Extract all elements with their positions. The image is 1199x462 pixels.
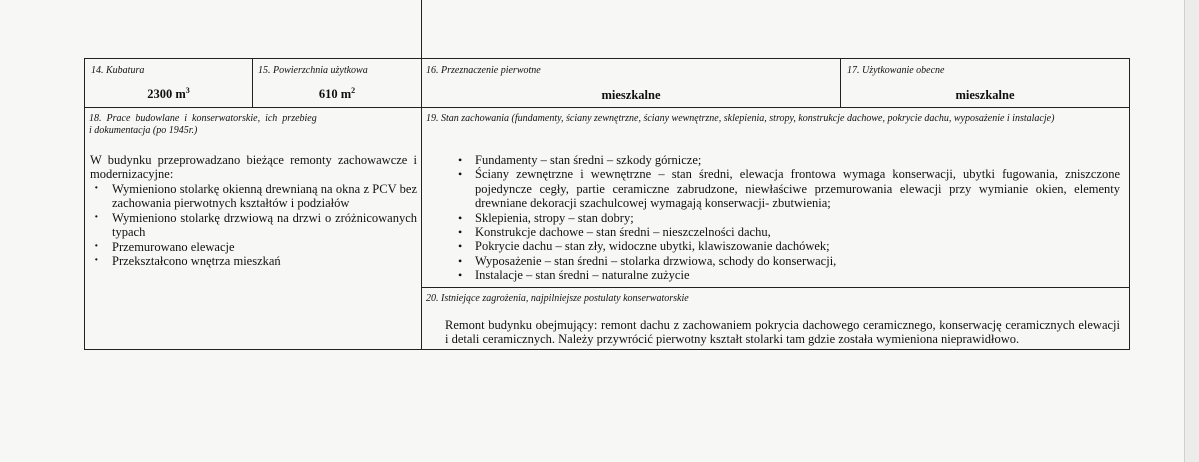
field-14-value: 2300 $m^3$ [147,86,190,101]
field-16-label: 16. Przeznaczenie pierwotne [426,65,541,76]
field-18-label: 18. Prace budowlane i konserwatorskie, ich przebieg i dokumentacja (po 1945r.) [89,113,317,136]
field-14-kubatura [85,59,252,107]
field-18-prace [85,108,421,349]
list-item: • Pokrycie dachu – stan zły, widoczne ubytki, klawiszowanie dachówek; [475,239,1120,253]
list-item: • Ściany zewnętrzne i wewnętrzne – stan średni, elewacja frontowa wymaga konserwacji, ubytki fugowania, zniszczone pojedyncze cegły, partie ceramiczne zabrudzone, niewłaściwe przemurowania elewacji przy wymianie okien, elementy drewniane dekoracji szachulcowej wymagają konserwacji- zbutwienia; [475,167,1120,210]
field-15-powierzchnia [253,59,421,107]
field-18-list [112,182,417,268]
field-20-zagrozenia [422,288,1129,349]
list-item: • Fundamenty – stan średni – szkody górnicze; [475,153,1120,167]
field-20-label: 20. Istniejące zagrożenia, najpilniejsze postulaty konserwatorskie [426,293,689,304]
row-line-bottom [84,349,1130,350]
field-17-uzytkowanie [841,59,1129,107]
field-19-stan-zachowania [422,108,1129,287]
col-line-right [1129,58,1130,349]
field-16-przeznaczenie [422,59,840,107]
field-18-intro: W budynku przeprowadzano bieżące remonty zachowawcze i modernizacyjne: [90,153,417,182]
field-17-label: 17. Użytkowanie obecne [847,65,945,76]
list-item: • Instalacje – stan średni – naturalne zużycie [475,268,1120,282]
field-14-label: 14. Kubatura [91,65,145,76]
field-19-list [475,153,1120,283]
list-item: · Przemurowano elewacje [112,240,417,254]
field-19-label: 19. Stan zachowania (fundamenty, ściany zewnętrzne, ściany wewnętrzne, sklepienia, stropy, konstrukcje dachowe, pokrycie dachu, wyposażenie i instalacje) [426,113,1055,124]
list-item: • Wyposażenie – stan średni – stolarka drzwiowa, schody do konserwacji, [475,254,1120,268]
scan-page-edge [1184,0,1199,462]
list-item: • Sklepienia, stropy – stan dobry; [475,211,1120,225]
list-item: • Konstrukcje dachowe – stan średni – nieszczelności dachu, [475,225,1120,239]
field-17-value: mieszkalne [955,88,1015,102]
list-item: · Wymieniono stolarkę okienną drewnianą na okna z PCV bez zachowania pierwotnych kształtów i podziałów [112,182,417,211]
field-20-text: Remont budynku obejmujący: remont dachu z zachowaniem pokrycia dachowego ceramicznego, konserwację ceramicznych elewacji i detali ceramicznych. Należy przywrócić pierwotny kształt stolarki tam gdzie została wymieniona nieprawidłowo. [445,318,1120,347]
field-16-value: mieszkalne [601,88,661,102]
top-section-divider [421,0,422,58]
field-15-label: 15. Powierzchnia użytkowa [258,65,368,76]
list-item: · Wymieniono stolarkę drzwiową na drzwi o zróżnicowanych typach [112,211,417,240]
list-item: · Przekształcono wnętrza mieszkań [112,254,417,268]
field-15-value: 610 $m^2$ [318,86,356,101]
